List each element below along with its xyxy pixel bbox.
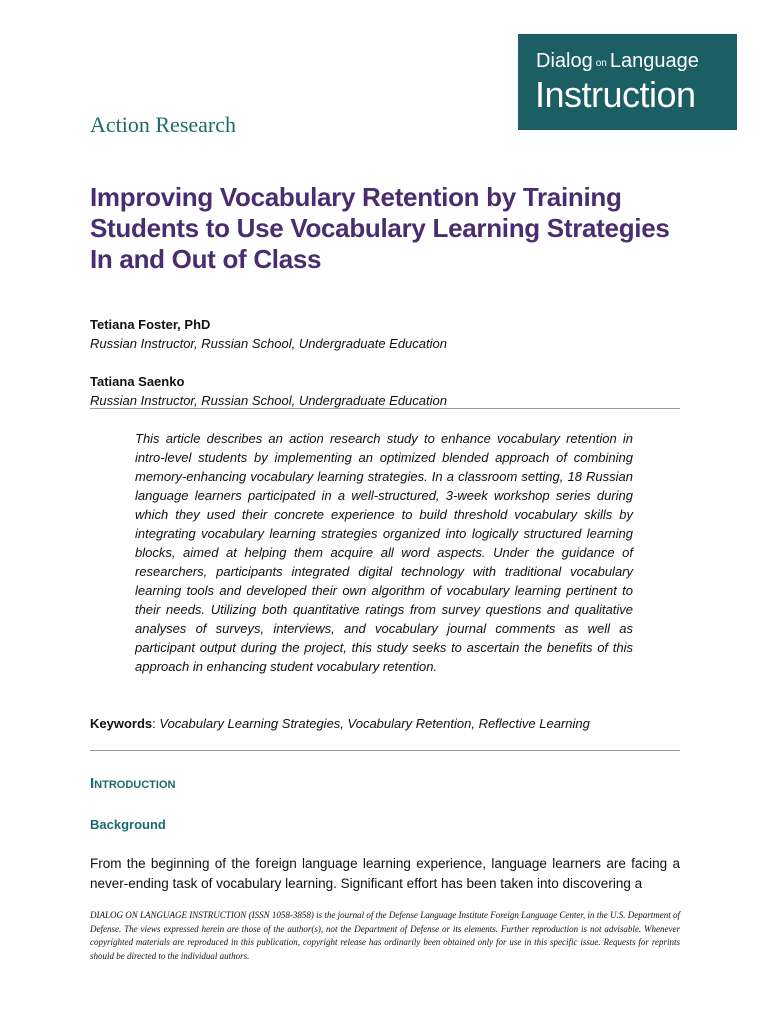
keywords-values: Vocabulary Learning Strategies, Vocabulary Retention, Reflective Learning [159, 716, 590, 731]
author-block [90, 315, 447, 353]
footer-notice: DIALOG ON LANGUAGE INSTRUCTION (ISSN 1058-3858) is the journal of the Defense Language Institute Foreign Language Center, in the U.S. Department of Defense. The views expressed herein are those of the author(s), not the Department of Defense or its elements. Further reproduction is not advisable. Whenever copyrighted materials are reproduced in this publication, copyright release has ordinarily been obtained only for use in this specific issue. Requests for reprints should be directed to the individual authors. [90, 910, 680, 961]
author-affiliation: Russian Instructor, Russian School, Undergraduate Education [90, 336, 447, 351]
author-block [90, 372, 447, 410]
divider [90, 750, 680, 751]
keywords-separator: : [152, 716, 156, 731]
logo-word-on: on [595, 58, 607, 69]
author-affiliation: Russian Instructor, Russian School, Undergraduate Education [90, 393, 447, 408]
logo-word-language: Language [609, 50, 699, 72]
divider [90, 408, 680, 409]
body-paragraph: From the beginning of the foreign language learning experience, language learners are facing a never-ending task of vocabulary learning. Significant effort has been taken into discovering a [90, 856, 680, 891]
logo-word-dialog: Dialog [536, 50, 593, 72]
logo-word-instruction: Instruction [535, 74, 696, 115]
introduction-heading: Introduction [90, 775, 176, 792]
author-name: Tatiana Saenko [90, 374, 185, 389]
author-name: Tetiana Foster, PhD [90, 317, 211, 332]
abstract: This article describes an action research study to enhance vocabulary retention in intro-level students by implementing an optimized blended approach of combining memory-enhancing vocabulary learning strategies. In a classroom setting, 18 Russian language learners participated in a well-structured, 3-week workshop series during which they used their concrete experience to build threshold vocabulary skills by integrating vocabulary learning strategies organized into logically structured learning blocks, aimed at helping them acquire all word aspects. Under the guidance of researchers, participants integrated digital technology with traditional vocabulary learning tools and developed their own algorithm of vocabulary learning pertinent to their needs. Utilizing both quantitative ratings from survey questions and qualitative analyses of surveys, interviews, and vocabulary journal comments as well as participant output during the project, this study seeks to ascertain the benefits of this approach in enhancing student vocabulary retention. [135, 431, 633, 674]
keywords-label: Keywords [90, 716, 153, 731]
background-subheading: Background [90, 817, 166, 832]
article-title: Improving Vocabulary Retention by Training Students to Use Vocabulary Learning Strategies In and Out of Class [90, 182, 670, 274]
journal-logo [518, 34, 737, 130]
logo-line-1 [536, 50, 699, 73]
section-label: Action Research [90, 112, 236, 137]
keywords [90, 714, 590, 733]
